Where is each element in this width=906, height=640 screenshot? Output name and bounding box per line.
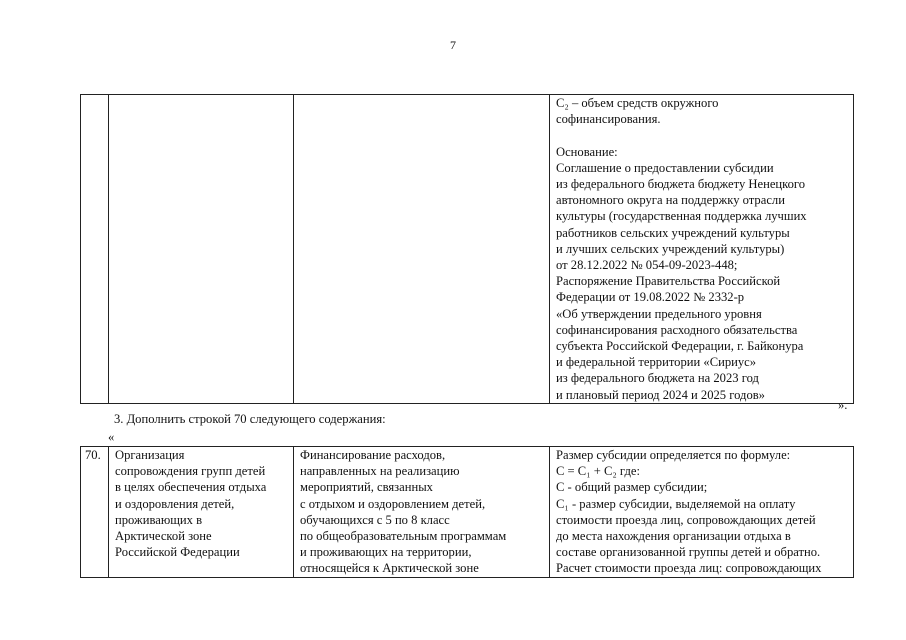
closing-quote: ».: [838, 398, 848, 412]
purpose-lines: [300, 447, 549, 577]
text-line: с отдыхом и оздоровлением детей,: [300, 496, 486, 511]
purpose-cell: [294, 95, 550, 404]
continuation-table: [80, 94, 854, 404]
text-line: сопровождения групп детей: [115, 464, 266, 479]
text-line: культуры (государственная поддержка лучших: [556, 209, 807, 224]
text-line: С = С₁ + С₂ где:: [556, 464, 640, 479]
opening-quote: «: [108, 430, 115, 444]
text-line: мероприятий, связанных: [300, 480, 433, 495]
text-line: по общеобразовательным программам: [300, 529, 507, 544]
text-line: работников сельских учреждений культуры: [556, 225, 790, 240]
text-line: относящейся к Арктической зоне: [300, 561, 479, 576]
text-line: направленных на реализацию: [300, 464, 460, 479]
text-line: Арктической зоне: [115, 529, 212, 544]
text-line: Размер субсидии определяется по формуле:: [556, 448, 791, 462]
formula-lines: [556, 95, 853, 127]
formula-lines: [556, 447, 853, 577]
text-line: до места нахождения организации отдыха в: [556, 529, 791, 544]
text-line: составе организованной группы детей и обратно.: [556, 545, 821, 560]
text-line: Финансирование расходов,: [300, 448, 446, 462]
text-line: стоимости проезда лиц, сопровождающих детей: [556, 512, 816, 527]
formula-basis-cell: [550, 95, 854, 404]
amendment-instruction: 3. Дополнить строкой 70 следующего содержания:: [114, 412, 386, 426]
text-line: автономного округа на поддержку отрасли: [556, 193, 785, 208]
name-cell: [109, 95, 294, 404]
text-line: софинансирования расходного обязательства: [556, 322, 798, 337]
measure-name-lines: [115, 447, 293, 560]
purpose-cell: [294, 447, 550, 578]
text-line: «Об утверждении предельного уровня: [556, 306, 762, 321]
text-line: субъекта Российской Федерации, г. Байконура: [556, 339, 804, 354]
text-line: из федерального бюджета бюджету Ненецкого: [556, 177, 806, 191]
text-line: и проживающих на территории,: [300, 545, 472, 560]
text-line: и плановый период 2024 и 2025 годов»: [556, 387, 765, 402]
text-line: софинансирования.: [556, 112, 661, 127]
text-line: Распоряжение Правительства Российской: [556, 274, 781, 289]
text-line: проживающих в: [115, 512, 203, 527]
text-line: обучающихся с 5 по 8 класс: [300, 512, 450, 527]
text-line: Организация: [115, 448, 185, 462]
basis-lines: [556, 144, 853, 403]
text-line: из федерального бюджета на 2023 год: [556, 371, 759, 386]
text-line: и оздоровления детей,: [115, 496, 235, 511]
text-line: и лучших сельских учреждений культуры): [556, 241, 785, 256]
text-line: С₁ - размер субсидии, выделяемой на оплату: [556, 496, 796, 511]
text-line: в целях обеспечения отдыха: [115, 480, 267, 495]
text-line: С₂ – объем средств окружного: [556, 96, 719, 110]
measure-name-cell: [109, 447, 294, 578]
text-line: С - общий размер субсидии;: [556, 480, 708, 495]
number-cell: [81, 95, 109, 404]
text-line: Российской Федерации: [115, 545, 240, 560]
text-line: Федерации от 19.08.2022 № 2332-р: [556, 290, 745, 305]
formula-cell: [550, 447, 854, 578]
page-number: 7: [450, 38, 456, 52]
text-line: Соглашение о предоставлении субсидии: [556, 160, 774, 175]
row-number: 70.: [81, 447, 109, 578]
new-row-table: [80, 446, 854, 578]
text-line: от 28.12.2022 № 054-09-2023-448;: [556, 258, 738, 273]
text-line: Основание:: [556, 144, 618, 159]
text-line: Расчет стоимости проезда лиц: сопровождающих: [556, 561, 822, 576]
text-line: и федеральной территории «Сириус»: [556, 355, 757, 370]
